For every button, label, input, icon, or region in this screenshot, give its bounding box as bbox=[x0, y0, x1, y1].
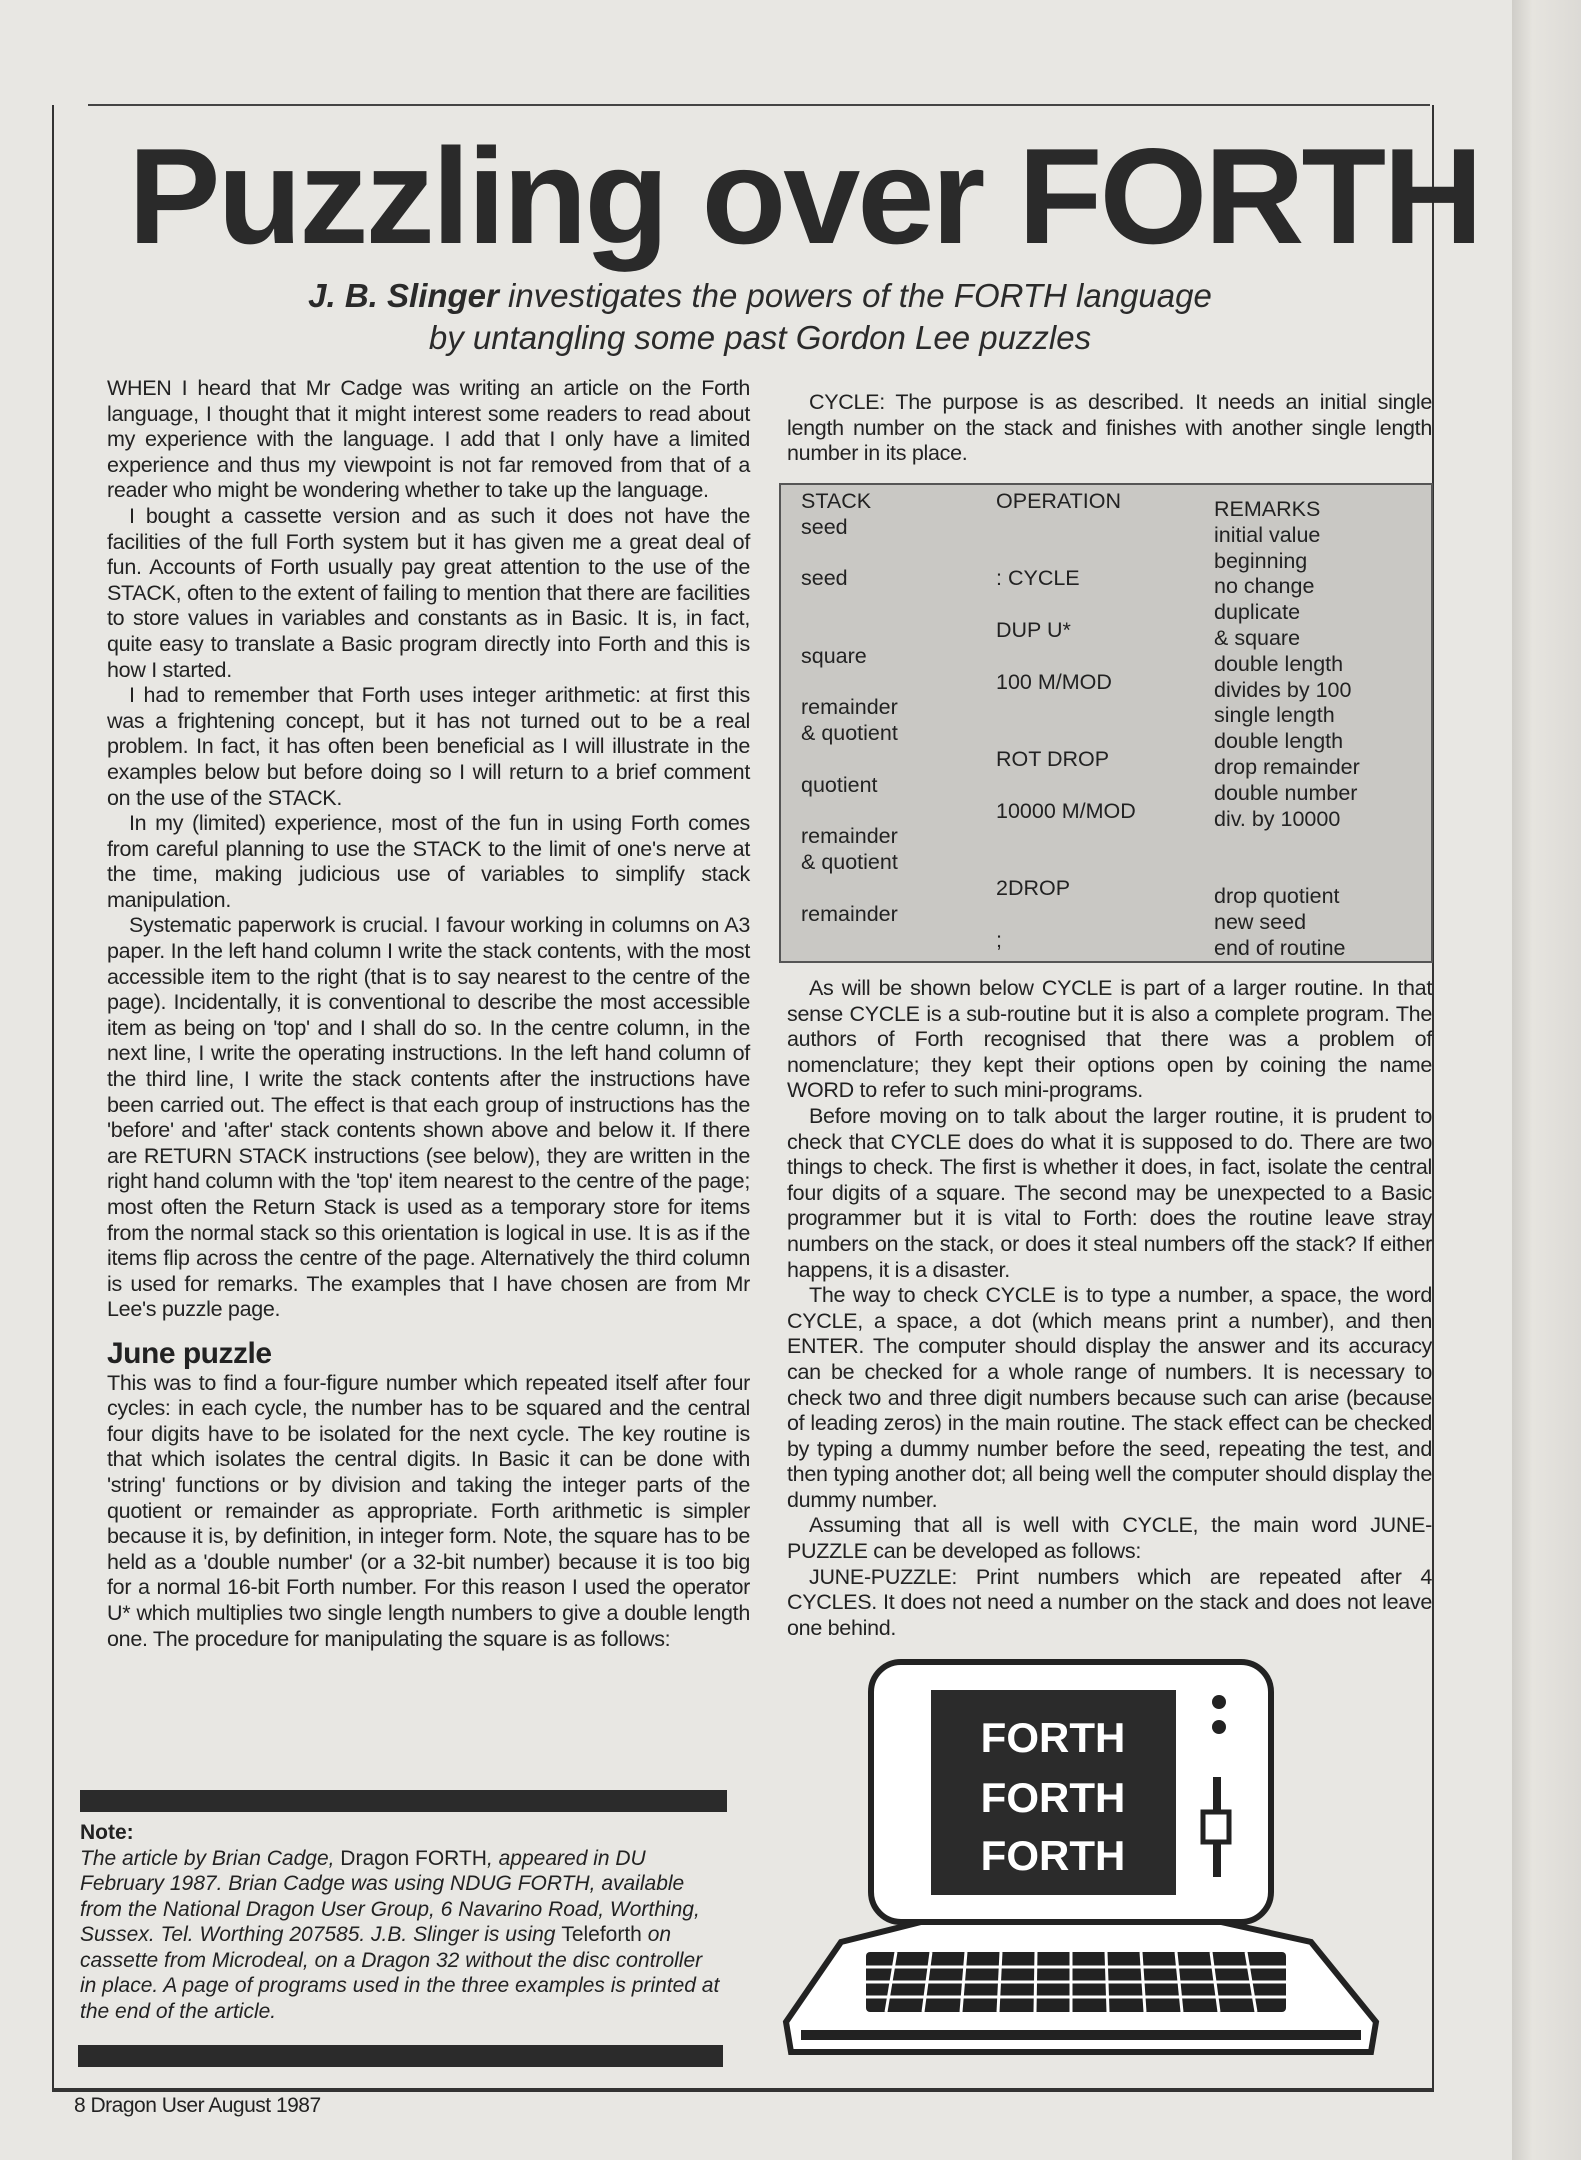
table-cell: & quotient bbox=[801, 721, 898, 746]
paragraph: In my (limited) experience, most of the fun in using Forth comes from careful planning to use the STACK to the limit of one's nerve at the time, making judicious use of variables to simplify stack manipulation. bbox=[107, 811, 750, 912]
table-cell bbox=[801, 928, 898, 954]
table-cell: end of routine bbox=[1214, 935, 1346, 960]
table-cell: DUP U* bbox=[996, 617, 1071, 642]
table-cell: quotient bbox=[801, 772, 878, 797]
table-cell bbox=[801, 747, 898, 773]
table-cell: & square bbox=[1214, 625, 1301, 650]
table-cell bbox=[996, 721, 1136, 747]
table-cell bbox=[996, 515, 1136, 541]
table-header: STACK bbox=[801, 489, 872, 513]
subtitle-line-2: by untangling some past Gordon Lee puzzles bbox=[428, 319, 1092, 356]
table-cell: 10000 M/MOD bbox=[996, 798, 1136, 823]
table-cell bbox=[996, 541, 1136, 567]
table-cell bbox=[996, 695, 1136, 721]
table-cell: no change bbox=[1214, 574, 1315, 599]
table-cell: initial value bbox=[1214, 522, 1321, 547]
left-column bbox=[107, 376, 750, 1652]
table-cell bbox=[801, 670, 898, 696]
table-cell bbox=[801, 592, 898, 618]
paragraph: JUNE-PUZZLE: Print numbers which are repeated after 4 CYCLES. It does not need a number on the stack and does not leave one behind. bbox=[787, 1564, 1432, 1640]
paragraph: I bought a cassette version and as such it does not have the facilities of the full Forth system but it has given me a great deal of fun. Accounts of Forth usually pay great attention to the use of the STACK, often to the extent of failing to mention that there are facilities to store values in variables and constants as in Basic. It is, in fact, quite easy to translate a Basic program directly into Forth and this is how I started. bbox=[107, 503, 750, 682]
table-cell bbox=[996, 902, 1136, 928]
paragraph: As will be shown below CYCLE is part of a larger routine. In that sense CYCLE is a sub-routine but it is also a complete program. The authors of Forth recognised that there was a problem of nomenclature; they kept their options open by coining the name WORD to refer to such mini-programs. bbox=[787, 976, 1432, 1103]
table-cell bbox=[801, 541, 898, 567]
right-column bbox=[787, 976, 1432, 1641]
screen-line: FORTH bbox=[980, 1714, 1126, 1761]
cycle-table bbox=[779, 483, 1433, 963]
page-footer: 8 Dragon User August 1987 bbox=[74, 2094, 321, 2117]
table-cell bbox=[996, 644, 1136, 670]
table-cell bbox=[801, 618, 898, 644]
computer-illustration bbox=[771, 1652, 1391, 2062]
table-cell: seed bbox=[801, 566, 848, 591]
table-cell bbox=[996, 592, 1136, 618]
table-cell: ROT DROP bbox=[996, 746, 1110, 771]
note-box bbox=[80, 1820, 720, 2024]
paragraph: The way to check CYCLE is to type a number, a space, the word CYCLE, a space, a dot (which means print a number), and then ENTER. The computer should display the answer and its accuracy can be checked for a whole range of numbers. It is necessary to check two and three digit numbers because such can arise (because of leading zeros) in the main routine. The stack effect can be checked by typing a dummy number before the seed, repeating the test, and then typing another dot; all being well the computer should display the dummy number. bbox=[787, 1283, 1432, 1512]
screen-line: FORTH bbox=[980, 1832, 1126, 1879]
table-cell: 100 M/MOD bbox=[996, 669, 1112, 694]
paragraph: Assuming that all is well with CYCLE, the main word JUNE-PUZZLE can be developed as follows: bbox=[787, 1513, 1432, 1564]
table-cell bbox=[996, 850, 1136, 876]
table-cell: drop remainder bbox=[1214, 754, 1360, 779]
table-cell bbox=[996, 773, 1136, 799]
table-cell: 2DROP bbox=[996, 875, 1071, 900]
screen-line: FORTH bbox=[980, 1774, 1126, 1821]
table-cell: double number bbox=[1214, 780, 1358, 805]
table-cell: ; bbox=[996, 927, 1002, 952]
subtitle-line-1: investigates the powers of the FORTH language bbox=[498, 277, 1212, 314]
table-cell: divides by 100 bbox=[1214, 677, 1352, 702]
table-cell: beginning bbox=[1214, 548, 1308, 573]
article-title: Puzzling over FORTH bbox=[128, 120, 1481, 272]
table-cell bbox=[996, 824, 1136, 850]
table-header: REMARKS bbox=[1214, 497, 1321, 521]
note-heading: Note: bbox=[80, 1821, 134, 1844]
table-cell bbox=[1214, 858, 1360, 884]
table-cell: div. by 10000 bbox=[1214, 806, 1341, 831]
table-cell: double length bbox=[1214, 729, 1344, 754]
table-cell: remainder bbox=[801, 824, 898, 849]
table-cell bbox=[801, 876, 898, 902]
table-cell bbox=[801, 799, 898, 825]
note-text: The article by Brian Cadge, Dragon FORTH, appeared in DU February 1987. Brian Cadge was using NDUG FORTH, available from the National Dragon User Group, 6 Navarino Road, Worthing, Sussex. Tel. Worthing 207585. J.B. Slinger is using Teleforth on cassette from Microdeal, on a Dragon 32 without the disc controller in place. A page of programs used in the three examples is printed at the end of the article. bbox=[80, 1846, 720, 2023]
table-cell: new seed bbox=[1214, 909, 1307, 934]
table-cell: remainder bbox=[801, 901, 898, 926]
top-rule bbox=[88, 104, 1430, 106]
author-name: J. B. Slinger bbox=[308, 277, 499, 314]
table-cell: seed bbox=[801, 514, 848, 539]
table-cell: square bbox=[801, 643, 867, 668]
footer-rule bbox=[52, 2088, 1432, 2090]
table-cell: duplicate bbox=[1214, 600, 1301, 625]
table-cell bbox=[1214, 832, 1360, 858]
adjacent-page-edge bbox=[1512, 0, 1581, 2160]
stack-column bbox=[801, 489, 898, 926]
paragraph: WHEN I heard that Mr Cadge was writing an article on the Forth language, I thought that it might interest some readers to read about my experience with the language. I add that I only have a limited experience and thus my viewpoint is not far removed from that of a reader who might be wondering whether to take up the language. bbox=[107, 376, 750, 503]
table-cell: & quotient bbox=[801, 850, 898, 875]
paragraph: Before moving on to talk about the larger routine, it is prudent to check that CYCLE does do what it is supposed to do. There are two things to check. The first is whether it does, in fact, isolate the central four digits of a square. The second may be unexpected to a Basic programmer but it is vital to Forth: does the routine leave stray numbers on the stack, or does it steal numbers off the stack? If either happens, it is a disaster. bbox=[787, 1103, 1432, 1282]
right-column-intro bbox=[787, 390, 1432, 467]
table-cell: double length bbox=[1214, 651, 1344, 676]
section-heading-june-puzzle: June puzzle bbox=[107, 1336, 272, 1370]
paragraph: Systematic paperwork is crucial. I favour working in columns on A3 paper. In the left hand column I write the stack contents, with the most accessible item to the right (that is to say nearest to the centre of the page). Incidentally, it is conventional to describe the most accessible item as being on 'top' and I shall do so. In the centre column, in the next line, I write the operating instructions. In the left hand column of the third line, I write the stack contents after the instructions have been carried out. The effect is that each group of instructions has the 'before' and 'after' stack contents shown above and below it. If there are RETURN STACK instructions (see below), they are written in the right hand column with the 'top' item nearest to the centre of the page; most often the Return Stack is used as a temporary store for items from the normal stack so this orientation is logical in use. It is as if the items flip across the centre of the page. Alternatively the third column is used for remarks. The examples that I have chosen are from Mr Lee's puzzle page. bbox=[107, 913, 750, 1322]
paragraph: CYCLE: The purpose is as described. It needs an initial single length number on the stack and finishes with another single length number in its place. bbox=[787, 390, 1432, 466]
divider-bar bbox=[78, 2045, 723, 2067]
table-cell: single length bbox=[1214, 703, 1335, 728]
article-subtitle bbox=[160, 275, 1360, 359]
table-cell: remainder bbox=[801, 695, 898, 720]
remarks-column bbox=[1214, 497, 1360, 960]
paragraph: This was to find a four-figure number which repeated itself after four cycles: in each cycle, the number has to be squared and the central four digits have to be isolated for the next cycle. The key routine is that which isolates the central digits. In Basic it can be done with 'string' functions or by division and taking the integer parts of the quotient or remainder as appropriate. Forth arithmetic is simpler because it is, by definition, in integer form. Note, the square has to be held as a 'double number' (or a 32-bit number) because it is too big for a normal 16-bit Forth number. For this reason I used the operator U* which multiplies two single length numbers to give a double length one. The procedure for manipulating the square is as follows: bbox=[107, 1370, 750, 1651]
operation-column bbox=[996, 489, 1136, 952]
table-header: OPERATION bbox=[996, 489, 1122, 513]
table-cell: drop quotient bbox=[1214, 883, 1340, 908]
table-cell: : CYCLE bbox=[996, 566, 1080, 591]
paragraph: I had to remember that Forth uses integer arithmetic: at first this was a frightening concept, but it has not turned out to be a real problem. In fact, it has often been beneficial as I will illustrate in the examples below but before doing so I will return to a brief comment on the use of the STACK. bbox=[107, 683, 750, 810]
divider-bar bbox=[80, 1790, 727, 1812]
